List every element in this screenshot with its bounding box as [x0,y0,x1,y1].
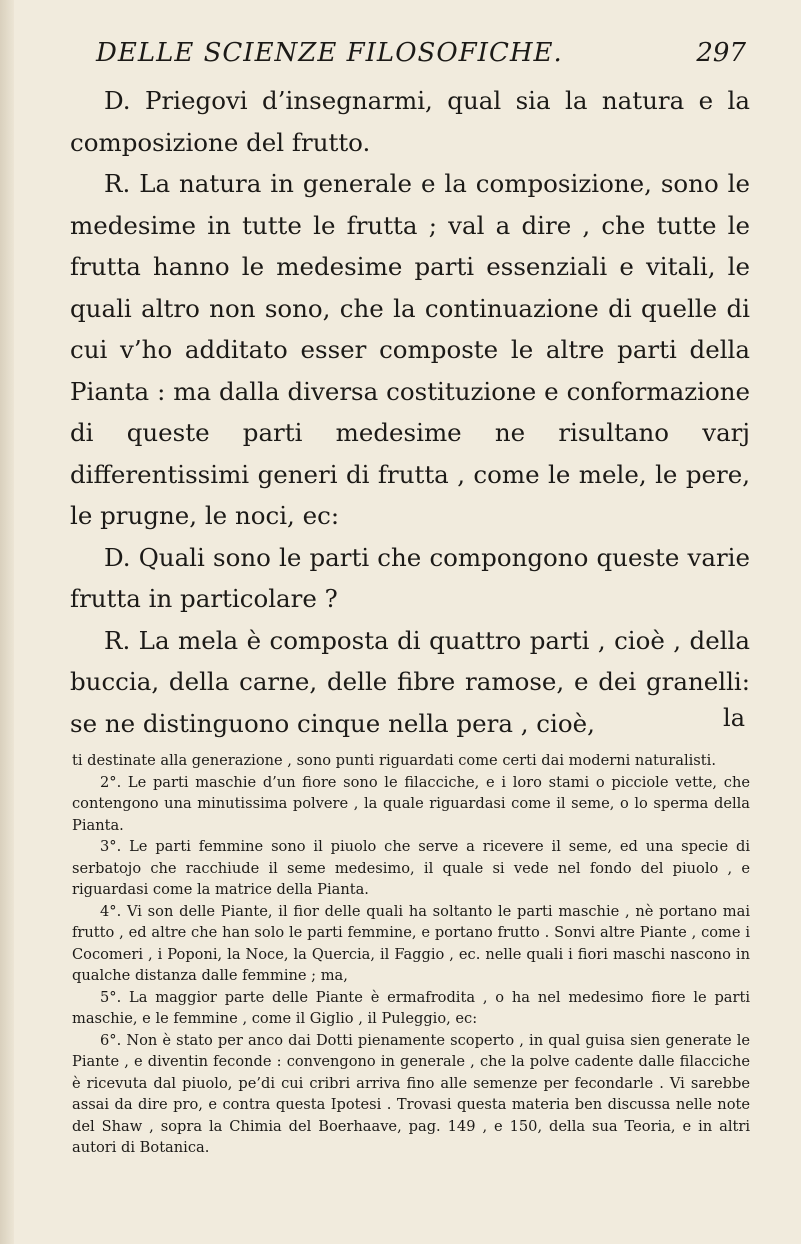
page-edge [0,0,14,1244]
footnote-item: 3°. Le parti femmine sono il piuolo che serve a ricevere il seme, ed una specie di serbatojo che racchiude il seme medesimo, il quale si vede nel fondo del piuolo , e riguardasi come la matrice della Pianta. [72,838,750,898]
footnotes [72,750,750,1159]
footnote-item: 6°. Non è stato per anco dai Dotti pienamente scoperto , in qual guisa sien generate le Piante , e diventin feconde : convengono in generale , che la polve cadente dalle filacciche è ricevuta dal piuolo, pe’di cui cribri arriva fino alle semenze per fecondarle . Vi sarebbe assai da dire pro, e contra questa Ipotesi . Trovasi questa materia ben discussa nelle note del Shaw , sopra la Chimia del Boerhaave, pag. 149 , e 150, della sua Teoria, e in altri autori di Botanica. [72,1031,750,1156]
page-header [96,38,746,84]
answer-paragraph: R. La natura in generale e la composizione, sono le medesime in tutte le frutta ; val a dire , che tutte le frutta hanno le medesime parti essenziali e vitali, le quali altro non sono, che la continuazione di quelle di cui v’ho additato esser composte le altre parti della Pianta : ma dalla diversa costituzione e conformazione di queste parti medesime ne risultano varj differentissimi generi di frutta , come le mele, le pere, le prugne, le noci, ec: [70,169,750,530]
answer-paragraph: R. La mela è composta di quattro parti , cioè , della buccia, della carne, delle fibre ramose, e dei granelli: se ne distinguono cinque nella pera , cioè, [70,625,750,738]
footnote-continuation: ti destinate alla generazione , sono punti riguardati come certi dai moderni naturalisti. [72,752,716,769]
question-paragraph: D. Quali sono le parti che compongono queste varie frutta in particolare ? [70,542,750,613]
main-text [70,80,750,744]
question-paragraph: D. Priegovi d’insegnarmi, qual sia la natura e la composizione del frutto. [70,86,750,157]
running-title: DELLE SCIENZE FILOSOFICHE. [96,38,563,68]
page-number: 297 [696,38,746,68]
footnote-item: 4°. Vi son delle Piante, il fior delle quali ha soltanto le parti maschie , nè portano mai frutto , ed altre che han solo le parti femmine, e portano frutto . Sonvi altre Piante , come i Cocomeri , i Poponi, la Noce, la Quercia, il Faggio , ec. nelle quali i fiori maschi nascono in qualche distanza dalle femmine ; ma, [72,902,750,984]
catchword: la [723,704,745,732]
footnote-item: 2°. Le parti maschie d’un fiore sono le filacciche, e i loro stami o picciole vette, che contengono una minutissima polvere , la quale riguardasi come il seme, o lo sperma della Pianta. [72,773,750,834]
footnote-item: 5°. La maggior parte delle Piante è ermafrodita , o ha nel medesimo fiore le parti maschie, e le femmine , come il Giglio , il Puleggio, ec: [72,988,750,1027]
